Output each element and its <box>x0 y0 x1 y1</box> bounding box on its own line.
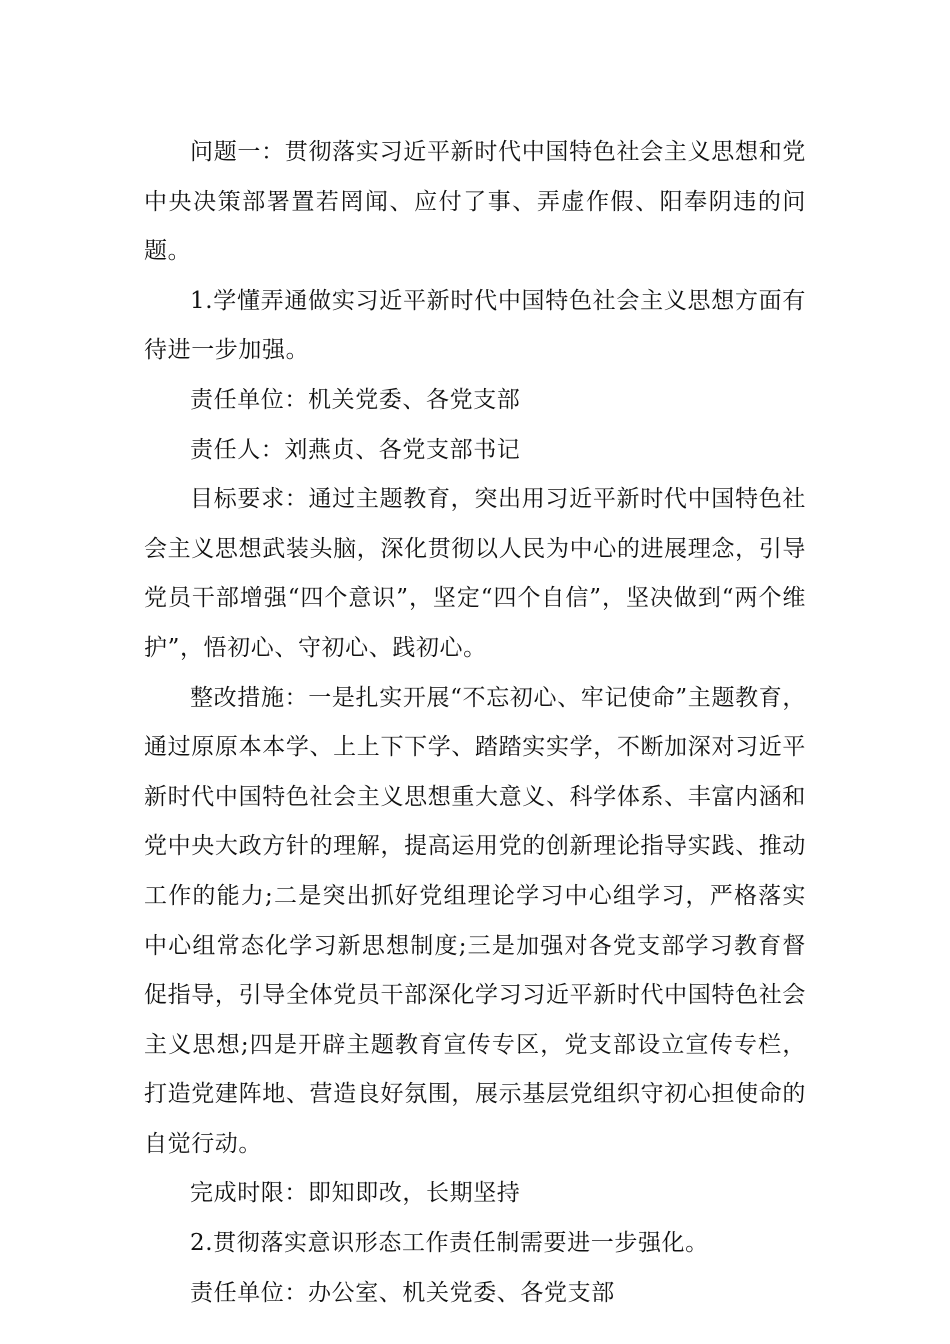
responsible-unit-paragraph-2: 责任单位：办公室、机关党委、各党支部 <box>190 1279 615 1306</box>
completion-deadline-paragraph: 完成时限：即知即改，长期坚持 <box>190 1180 521 1207</box>
problem-heading-paragraph: 问题一：贯彻落实习近平新时代中国特色社会主义思想和党中央决策部署置若罔闻、应付了事、弄虚作假、阳奉阴违的问题。 <box>144 139 806 265</box>
item-2-heading-paragraph: 2.贯彻落实意识形态工作责任制需要进一步强化。 <box>190 1230 709 1257</box>
item-1-heading-paragraph: 1.学懂弄通做实习近平新时代中国特色社会主义思想方面有待进一步加强。 <box>144 287 806 364</box>
responsible-person-paragraph: 责任人：刘燕贞、各党支部书记 <box>190 436 521 463</box>
document-body <box>144 128 806 1318</box>
responsible-unit-paragraph: 责任单位：机关党委、各党支部 <box>190 386 521 413</box>
goal-requirements-paragraph: 目标要求：通过主题教育，突出用习近平新时代中国特色社会主义思想武装头脑，深化贯彻以人民为中心的进展理念，引导党员干部增强“四个意识”，坚定“四个自信”，坚决做到“两个维护”，悟初心、守初心、践初心。 <box>144 486 806 661</box>
rectification-measures-paragraph: 整改措施：一是扎实开展“不忘初心、牢记使命”主题教育，通过原原本本学、上上下下学、踏踏实实学，不断加深对习近平新时代中国特色社会主义思想重大意义、科学体系、丰富内涵和党中央大政方针的理解，提高运用党的创新理论指导实践、推动工作的能力;二是突出抓好党组理论学习中心组学习，严格落实中心组常态化学习新思想制度;三是加强对各党支部学习教育督促指导，引导全体党员干部深化学习习近平新时代中国特色社会主义思想;四是开辟主题教育宣传专区，党支部设立宣传专栏，打造党建阵地、营造良好氛围，展示基层党组织守初心担使命的自觉行动。 <box>144 684 806 1157</box>
